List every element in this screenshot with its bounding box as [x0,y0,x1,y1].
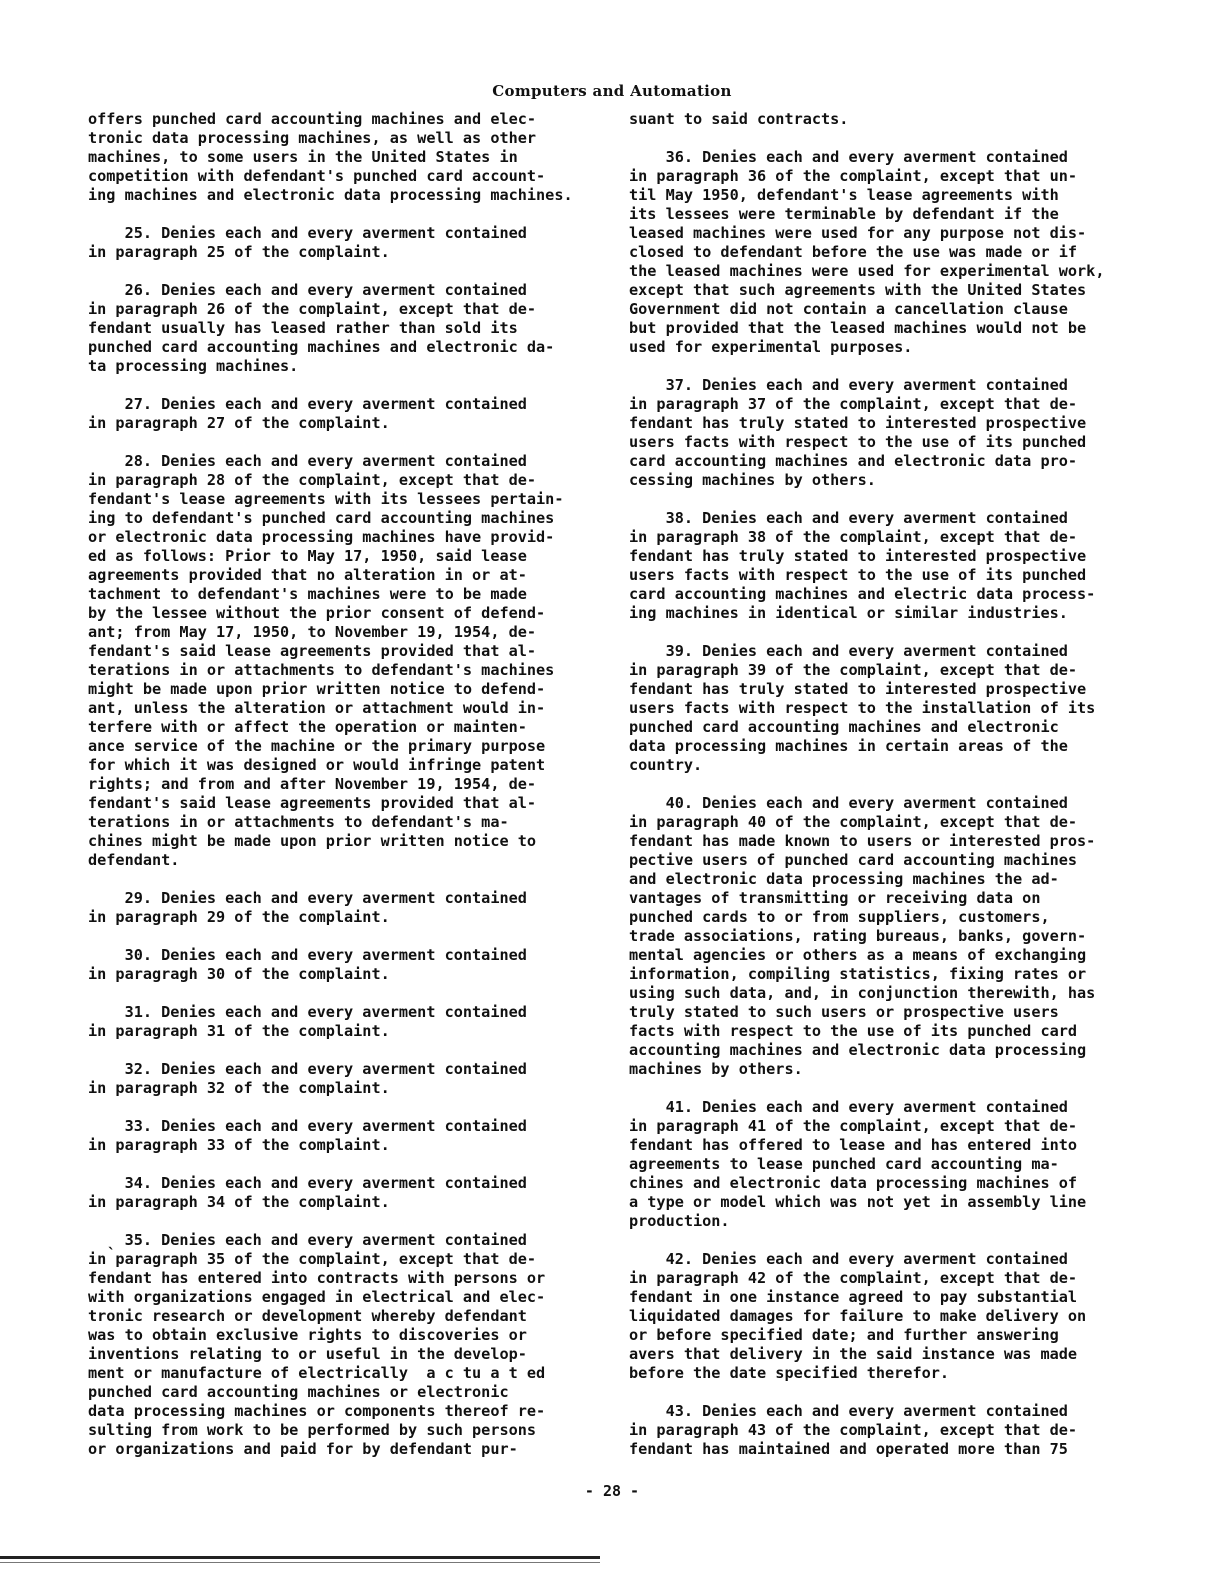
text-line: 38. Denies each and every averment contained [629,509,1068,527]
bottom-rule [0,1556,600,1559]
paragraph [88,224,608,262]
text-line: facts with respect to the use of its punched card [629,1022,1078,1040]
text-line: terations in or attachments to defendant's ma- [88,813,509,831]
text-line: mental agencies or others as a means of exchanging [629,946,1087,964]
text-line: ment or manufacture of electrically a c tu a t ed [88,1364,546,1382]
text-line: in paragraph 25 of the complaint. [88,243,390,261]
text-line: pective users of punched card accounting machines [629,851,1078,869]
text-line: 36. Denies each and every averment contained [629,148,1068,166]
paragraph [629,794,1149,1079]
text-line: punched card accounting machines or electronic [88,1383,509,1401]
text-line: data processing machines in certain areas of the [629,737,1068,755]
text-line: ˎ 35. Denies each and every averment contained [88,1231,527,1249]
text-line: in paragraph 35 of the complaint, except that de- [88,1250,537,1268]
text-line: fendant has truly stated to interested prospective [629,680,1087,698]
text-line: except that such agreements with the United States [629,281,1087,299]
text-line: a type or model which was not yet in assembly line [629,1193,1087,1211]
text-line: for which it was designed or would infringe patent [88,756,546,774]
text-line: using such data, and, in conjunction therewith, has [629,984,1096,1002]
paragraph [88,395,608,433]
paragraph [629,110,1149,129]
text-line: inventions relating to or useful in the develop- [88,1345,527,1363]
text-line: its lessees were terminable by defendant if the [629,205,1059,223]
text-line: in paragraph 38 of the complaint, except that de- [629,528,1078,546]
text-line: fendant's said lease agreements provided that al- [88,642,537,660]
text-line: 41. Denies each and every averment contained [629,1098,1068,1116]
paragraph [629,376,1149,490]
text-line: ing to defendant's punched card accounting machines [88,509,555,527]
text-line: terfere with or affect the operation or mainten- [88,718,527,736]
text-line: in paragraph 42 of the complaint, except that de- [629,1269,1078,1287]
paragraph [629,1098,1149,1231]
text-line: accounting machines and electronic data processing [629,1041,1087,1059]
text-line: competition with defendant's punched card account- [88,167,546,185]
text-line: tronic research or development whereby defendant [88,1307,527,1325]
text-line: was to obtain exclusive rights to discoveries or [88,1326,527,1344]
text-line: fendant usually has leased rather than sold its [88,319,518,337]
text-line: in paragraph 34 of the complaint. [88,1193,390,1211]
paragraph [88,110,608,205]
text-line: fendant's lease agreements with its lessees pertain- [88,490,564,508]
text-line: in paragraph 40 of the complaint, except that de- [629,813,1078,831]
bottom-rule-thin [0,1562,600,1563]
text-line: truly stated to such users or prospective users [629,1003,1059,1021]
text-line: in paragraph 37 of the complaint, except that de- [629,395,1078,413]
text-line: rights; and from and after November 19, 1954, de- [88,775,537,793]
text-line: in paragraph 27 of the complaint. [88,414,390,432]
left-column [88,110,608,1478]
text-line: in paragraph 36 of the complaint, except that un- [629,167,1078,185]
text-line: vantages of transmitting or receiving data on [629,889,1041,907]
text-line: ing machines in identical or similar industries. [629,604,1068,622]
text-line: cessing machines by others. [629,471,876,489]
text-line: ance service of the machine or the primary purpose [88,737,546,755]
paragraph [629,148,1149,357]
text-line: information, compiling statistics, fixing rates or [629,965,1087,983]
text-line: 30. Denies each and every averment contained [88,946,527,964]
text-line: in paragraph 32 of the complaint. [88,1079,390,1097]
paragraph [88,1174,608,1212]
paragraph [629,509,1149,623]
text-line: punched card accounting machines and electronic [629,718,1059,736]
text-line: in paragraph 28 of the complaint, except that de- [88,471,537,489]
text-line: 37. Denies each and every averment contained [629,376,1068,394]
text-line: sulting from work to be performed by such persons [88,1421,537,1439]
text-line: closed to defendant before the use was made or if [629,243,1078,261]
text-line: suant to said contracts. [629,110,849,128]
text-line: machines, to some users in the United States in [88,148,518,166]
text-line: 27. Denies each and every averment contained [88,395,527,413]
text-line: in paragraph 43 of the complaint, except that de- [629,1421,1078,1439]
text-line: card accounting machines and electric data process- [629,585,1096,603]
text-line: production. [629,1212,730,1230]
paragraph [88,946,608,984]
text-line: fendant has maintained and operated more than 75 [629,1440,1068,1458]
right-column [629,110,1149,1478]
text-line: agreements provided that no alteration in or at- [88,566,527,584]
text-line: tachment to defendant's machines were to be made [88,585,527,603]
text-line: 34. Denies each and every averment contained [88,1174,527,1192]
text-line: fendant has truly stated to interested prospective [629,547,1087,565]
text-line: tronic data processing machines, as well as other [88,129,537,147]
text-line: offers punched card accounting machines and elec- [88,110,537,128]
text-line: liquidated damages for failure to make delivery on [629,1307,1087,1325]
paragraph [629,642,1149,775]
paragraph [629,1250,1149,1383]
paragraph [88,452,608,870]
text-line: defendant. [88,851,180,869]
text-line: in paragraph 31 of the complaint. [88,1022,390,1040]
text-line: with organizations engaged in electrical and elec- [88,1288,546,1306]
text-line: 39. Denies each and every averment contained [629,642,1068,660]
text-line: or before specified date; and further answering [629,1326,1059,1344]
paragraph [88,1003,608,1041]
text-line: 40. Denies each and every averment contained [629,794,1068,812]
text-line: in paragraph 26 of the complaint, except that de- [88,300,537,318]
text-line: ant; from May 17, 1950, to November 19, 1954, de- [88,623,537,641]
text-line: used for experimental purposes. [629,338,913,356]
text-line: in paragraph 33 of the complaint. [88,1136,390,1154]
text-line: and electronic data processing machines the ad- [629,870,1059,888]
text-line: ta processing machines. [88,357,299,375]
text-line: punched cards to or from suppliers, customers, [629,908,1050,926]
text-line: card accounting machines and electronic data pro- [629,452,1078,470]
text-line: 25. Denies each and every averment contained [88,224,527,242]
text-line: or electronic data processing machines have provid- [88,528,555,546]
paragraph [88,1117,608,1155]
text-line: might be made upon prior written notice to defend- [88,680,546,698]
text-line: fendant's said lease agreements provided that al- [88,794,537,812]
text-line: Government did not contain a cancellation clause [629,300,1068,318]
text-line: punched card accounting machines and electronic da- [88,338,555,356]
text-line: fendant has truly stated to interested prospective [629,414,1087,432]
paragraph [88,281,608,376]
text-line: ed as follows: Prior to May 17, 1950, said lease [88,547,527,565]
text-line: data processing machines or components thereof re- [88,1402,546,1420]
text-line: by the lessee without the prior consent of defend- [88,604,546,622]
text-line: in paragraph 39 of the complaint, except that de- [629,661,1078,679]
text-line: before the date specified therefor. [629,1364,950,1382]
text-line: machines by others. [629,1060,803,1078]
text-line: 32. Denies each and every averment contained [88,1060,527,1078]
text-line: in paragraph 29 of the complaint. [88,908,390,926]
text-line: in paragragh 30 of the complaint. [88,965,390,983]
text-line: fendant has entered into contracts with persons or [88,1269,546,1287]
paragraph [88,1231,608,1459]
page-number: - 28 - [584,1482,640,1500]
text-line: 28. Denies each and every averment contained [88,452,527,470]
text-line: avers that delivery in the said instance was made [629,1345,1078,1363]
text-line: users facts with respect to the installation of its [629,699,1096,717]
text-line: til May 1950, defendant's lease agreements with [629,186,1059,204]
text-line: users facts with respect to the use of its punched [629,566,1087,584]
text-line: fendant in one instance agreed to pay substantial [629,1288,1078,1306]
text-line: chines might be made upon prior written notice to [88,832,537,850]
text-line: in paragraph 41 of the complaint, except that de- [629,1117,1078,1135]
text-line: or organizations and paid for by defendant pur- [88,1440,518,1458]
text-line: 43. Denies each and every averment contained [629,1402,1068,1420]
text-line: 26. Denies each and every averment contained [88,281,527,299]
paragraph [88,1060,608,1098]
paragraph [88,889,608,927]
text-line: country. [629,756,703,774]
text-line: terations in or attachments to defendant's machines [88,661,555,679]
paragraph [629,1402,1149,1459]
text-line: trade associations, rating bureaus, banks, govern- [629,927,1087,945]
text-line: users facts with respect to the use of its punched [629,433,1087,451]
text-line: 42. Denies each and every averment contained [629,1250,1068,1268]
text-line: ant, unless the alteration or attachment would in- [88,699,546,717]
text-line: 31. Denies each and every averment contained [88,1003,527,1021]
text-line: fendant has made known to users or interested pros- [629,832,1096,850]
text-line: ing machines and electronic data processing machines. [88,186,573,204]
text-line: chines and electronic data processing machines of [629,1174,1078,1192]
text-line: but provided that the leased machines would not be [629,319,1087,337]
text-line: 33. Denies each and every averment contained [88,1117,527,1135]
text-line: 29. Denies each and every averment contained [88,889,527,907]
text-line: fendant has offered to lease and has entered into [629,1136,1078,1154]
text-line: leased machines were used for any purpose not dis- [629,224,1087,242]
text-line: the leased machines were used for experimental work, [629,262,1105,280]
text-line: agreements to lease punched card accounting ma- [629,1155,1059,1173]
page-header: Computers and Automation [492,82,732,100]
